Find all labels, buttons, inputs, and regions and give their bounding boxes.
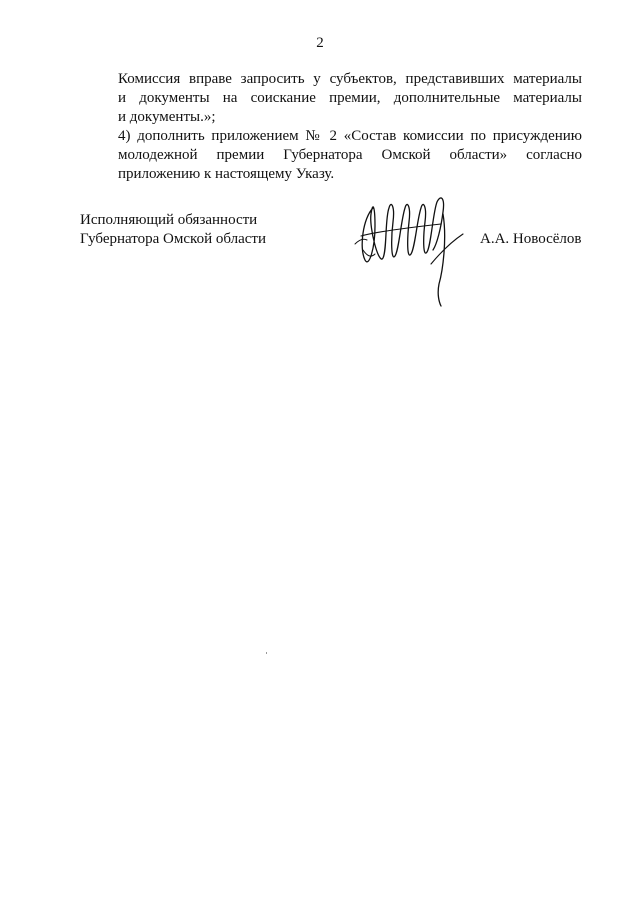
signatory-title-line: Исполняющий обязанности	[80, 212, 258, 228]
paragraph-commission-right	[80, 70, 582, 127]
paragraph-amendment-item-4	[80, 127, 582, 184]
text-line: Комиссия вправе запросить у субъектов, представивших материалы	[118, 71, 582, 87]
signatory-title	[80, 211, 266, 249]
text-line: и документы на соискание премии, дополнительные материалы	[118, 90, 582, 106]
signatory-title-line: Губернатора Омской области	[80, 231, 266, 247]
text-line: приложению к настоящему Указу.	[118, 166, 335, 182]
handwritten-signature	[345, 178, 465, 318]
page-number: 2	[316, 35, 324, 51]
document-body	[80, 70, 582, 184]
signer-name: А.А. Новосёлов	[480, 231, 582, 247]
text-line: и документы.»;	[118, 109, 216, 125]
scan-speck	[266, 652, 267, 654]
text-line: 4) дополнить приложением № 2 «Состав комиссии по присуждению	[118, 128, 582, 144]
text-line: молодежной премии Губернатора Омской области» согласно	[118, 147, 582, 163]
